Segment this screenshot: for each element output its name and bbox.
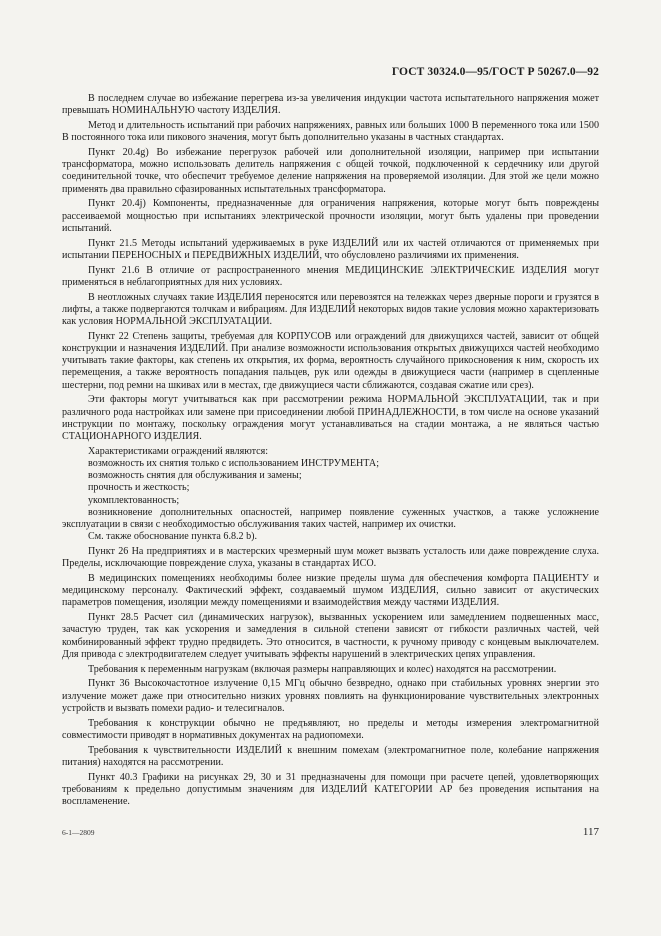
paragraph: Пункт 26 На предприятиях и в мастерских чрезмерный шум может вызвать усталость или даже повреждение слуха. Пределы, исключающие повреждение слуха, указаны в стандартах ИСО.: [62, 546, 599, 570]
list-item: возможность их снятия только с использованием ИНСТРУМЕНТА;: [88, 458, 380, 470]
list-item: прочность и жесткость;: [88, 482, 190, 494]
list-item: возможность снятия для обслуживания и замены;: [88, 470, 302, 482]
paragraph: Пункт 22 Степень защиты, требуемая для КОРПУСОВ или ограждений для движущихся частей, зависит от общей конструкции и назначения ИЗДЕЛИЙ. При анализе возможности использования открытых движущихся частей необходимо учитывать такие факторы, как степень их открытия, их форма, вероятность случайного прикосновения к ним, скорость их перемещения, а также вероятность попадания пальцев, рук или одежды в движущиеся части (например в сцепленные шестерни, под ремни на шкивах или в местах, где движущиеся части сближаются, создавая сжатие или срез).: [62, 330, 599, 391]
document-body: [62, 93, 599, 808]
page-number: 117: [582, 826, 599, 838]
paragraph: Пункт 36 Высокочастотное излучение 0,15 МГц обычно безвредно, однако при стабильных уровнях энергии это излучение может даже при относительно низких уровнях повлиять на функционирование чувствительных электронных устройств и вызвать помехи радио- и телесигналов.: [62, 678, 599, 714]
paragraph: Пункт 21.5 Методы испытаний удерживаемых в руке ИЗДЕЛИЙ или их частей отличаются от применяемых при испытании ПЕРЕНОСНЫХ и ПЕРЕДВИЖНЫХ ИЗДЕЛИЙ, что обусловлено различиями их применения.: [62, 237, 599, 261]
paragraph: Требования к конструкции обычно не предъявляют, но пределы и методы измерения электромагнитной совместимости приводят в нормативных документах на радиопомехи.: [62, 717, 599, 741]
paragraph: Пункт 20.4g) Во избежание перегрузок рабочей или дополнительной изоляции, например при испытании трансформатора, можно использовать делитель напряжения с общей точкой, подключенной к сердечнику или другой соединительной точке, что обеспечит требуемое деление напряжения на проверяемой изоляции. Для этой же цели можно применять два правильно сфазированных испытательных трансформатора.: [62, 147, 599, 195]
paragraph: Метод и длительность испытаний при рабочих напряжениях, равных или больших 1000 В переменного тока или 1500 В постоянного тока или пикового значения, могут быть дополнительно указаны в частных стандартах.: [62, 120, 599, 144]
paragraph: Требования к чувствительности ИЗДЕЛИЙ к внешним помехам (электромагнитное поле, колебание напряжения питания) находятся на рассмотрении.: [62, 744, 599, 768]
list-item: возникновение дополнительных опасностей, например появление суженных участков, а также усложнение эксплуатации в связи с необходимостью обслуживания таких частей, например их очистки.: [62, 506, 599, 531]
document-header: ГОСТ 30324.0—95/ГОСТ Р 50267.0—92: [391, 66, 599, 78]
list-item: укомплектованность;: [88, 494, 180, 506]
paragraph: Пункт 20.4j) Компоненты, предназначенные для ограничения напряжения, которые могут быть повреждены рассеиваемой мощностью при испытаниях электрической прочности изоляции, могут быть удалены при проведении испытаний.: [62, 198, 599, 234]
paragraph: В неотложных случаях такие ИЗДЕЛИЯ переносятся или перевозятся на тележках через дверные пороги и грузятся в лифты, а также подвергаются толчкам и вибрациям. Для ИЗДЕЛИЙ некоторых видов такие условия можно характеризовать как условия НОРМАЛЬНОЙ ЭКСПЛУАТАЦИИ.: [62, 291, 599, 328]
paragraph: Пункт 28.5 Расчет сил (динамических нагрузок), вызванных ускорением или замедлением подвешенных масс, зачастую труден, так как ускорения и замедления в сильной степени зависят от гибкости различных частей, чей комбинированный эффект трудно предвидеть. Это относится, в частности, к ручному приводу с концевым выключателем. Для привода с электродвигателем следует учитывать эффекты нарушений в электрических цепях управления.: [62, 612, 599, 660]
paragraph: В последнем случае во избежание перегрева из-за увеличения индукции частота испытательного напряжения может превышать НОМИНАЛЬНУЮ частоту ИЗДЕЛИЯ.: [62, 93, 599, 117]
paragraph: Пункт 21.6 В отличие от распространенного мнения МЕДИЦИНСКИЕ ЭЛЕКТРИЧЕСКИЕ ИЗДЕЛИЯ могут применяться в неблагоприятных для них условиях.: [62, 264, 599, 288]
paragraph: В медицинских помещениях необходимы более низкие пределы шума для обеспечения комфорта ПАЦИЕНТУ и медицинскому персоналу. Фактический эффект, создаваемый шумом ИЗДЕЛИЯ, сильно зависит от акустических параметров помещения, изоляции между помещениями и взаимодействия между частями ИЗДЕЛИЯ.: [62, 573, 599, 609]
paragraph: Требования к переменным нагрузкам (включая размеры направляющих и колес) находятся на рассмотрении.: [88, 663, 557, 675]
print-code: 6-1—2809: [62, 828, 95, 837]
paragraph: Эти факторы могут учитываться как при рассмотрении режима НОРМАЛЬНОЙ ЭКСПЛУАТАЦИИ, так и при различного рода настройках или замене при присоединении любой ПРИНАДЛЕЖНОСТИ, в том числе на основе указаний инструкции по монтажу, поскольку ограждения могут устанавливаться на стадии монтажа, а не являться частью СТАЦИОНАРНОГО ИЗДЕЛИЯ.: [62, 394, 599, 443]
paragraph: Пункт 40.3 Графики на рисунках 29, 30 и 31 предназначены для помощи при расчете цепей, удовлетворяющих требованиям к предельно допустимым значениям для ИЗДЕЛИЙ КАТЕГОРИИ АР без проведения испытания на воспламенение.: [62, 771, 599, 808]
see-also-note: См. также обоснование пункта 6.8.2 b).: [88, 531, 258, 543]
list-intro: Характеристиками ограждений являются:: [88, 445, 269, 457]
